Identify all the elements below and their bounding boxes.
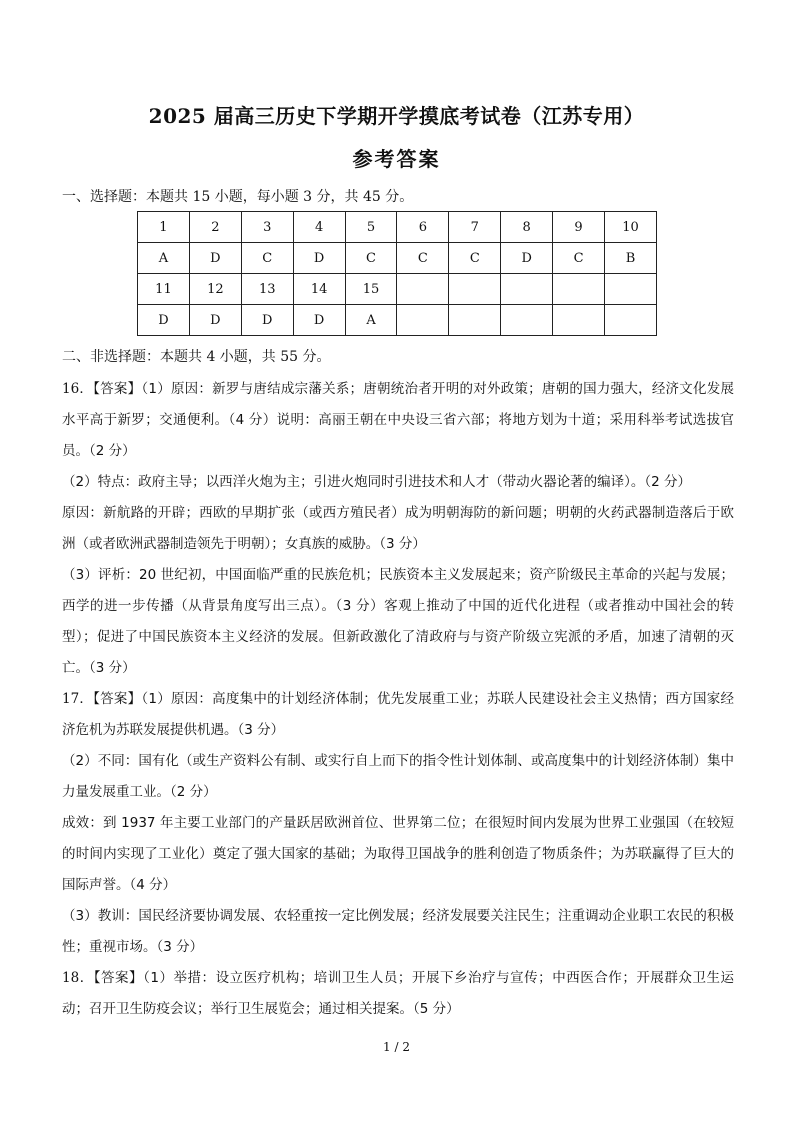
answer-paragraph (62, 374, 734, 467)
answer-tag: 【答案】 (93, 691, 142, 707)
table-cell: 2 (189, 212, 241, 243)
table-cell: 9 (553, 212, 605, 243)
page-number: 1 / 2 (383, 1040, 410, 1054)
table-cell (449, 274, 501, 305)
answer-paragraph (62, 746, 734, 808)
table-cell (397, 305, 449, 336)
table-cell: A (345, 305, 397, 336)
table-cell: 15 (345, 274, 397, 305)
table-cell (501, 274, 553, 305)
table-cell (397, 274, 449, 305)
section-1-heading: 一、选择题：本题共 15 小题，每小题 3 分，共 45 分。 (62, 189, 414, 205)
table-cell: 11 (138, 274, 190, 305)
table-cell: 7 (449, 212, 501, 243)
table-cell: D (293, 305, 345, 336)
answer-text: （1）举措：设立医疗机构；培训卫生人员；开展下乡治疗与宣传；中西医合作；开展群众卫生运动；召开卫生防疫会议；举行卫生展览会；通过相关提案。（5 分） (62, 970, 734, 1017)
answer-paragraph (62, 684, 734, 746)
section-2-heading: 二、非选择题：本题共 4 小题，共 55 分。 (62, 349, 331, 365)
table-cell: 14 (293, 274, 345, 305)
table-cell: 4 (293, 212, 345, 243)
table-cell (605, 305, 657, 336)
table-cell: C (241, 243, 293, 274)
table-row (138, 212, 657, 243)
table-cell: D (293, 243, 345, 274)
answer-paragraph (62, 901, 734, 963)
answer-tag: 【答案】 (93, 970, 144, 986)
answer-paragraph (62, 963, 734, 1025)
table-cell (605, 274, 657, 305)
question-number: 17． (62, 691, 94, 707)
table-cell (501, 305, 553, 336)
table-cell: D (501, 243, 553, 274)
answer-paragraph (62, 560, 734, 684)
answer-text: （3）教训：国民经济要协调发展、农轻重按一定比例发展；经济发展要关注民生；注重调动企业职工农民的积极性；重视市场。（3 分） (62, 908, 734, 955)
answer-text: （3）评析：20 世纪初，中国面临严重的民族危机；民族资本主义发展起来；资产阶级民主革命的兴起与发展；西学的进一步传播（从背景角度写出三点）。（3 分）客观上推动了中国的近代化进程（或者推动中国社会的转型）；促进了中国民族资本主义经济的发展。但新政激化了清政府与与资产阶级立宪派的矛盾，加速了清朝的灭亡。（3 分） (62, 567, 734, 676)
table-cell: D (241, 305, 293, 336)
table-cell: 12 (189, 274, 241, 305)
table-cell: D (138, 305, 190, 336)
table-cell: C (397, 243, 449, 274)
answer-body (62, 374, 734, 1025)
table-cell: 6 (397, 212, 449, 243)
table-cell: C (553, 243, 605, 274)
table-cell (449, 305, 501, 336)
answer-paragraph (62, 808, 734, 901)
table-cell (553, 274, 605, 305)
answer-table (137, 211, 657, 336)
answer-paragraph (62, 467, 734, 498)
question-number: 18． (62, 970, 94, 986)
table-cell: 10 (605, 212, 657, 243)
answer-text: （2）特点：政府主导；以西洋火炮为主；引进火炮同时引进技术和人才（带动火器论著的编译）。（2 分） (62, 474, 691, 490)
answer-text: （1）原因：高度集中的计划经济体制；优先发展重工业；苏联人民建设社会主义热情；西方国家经济危机为苏联发展提供机遇。（3 分） (62, 691, 735, 738)
table-cell: 1 (138, 212, 190, 243)
table-cell: A (138, 243, 190, 274)
table-cell (553, 305, 605, 336)
answer-tag: 【答案】 (93, 381, 142, 397)
table-cell: 13 (241, 274, 293, 305)
table-cell: 8 (501, 212, 553, 243)
table-cell: 5 (345, 212, 397, 243)
table-row (138, 243, 657, 274)
answer-text: （1）原因：新罗与唐结成宗藩关系；唐朝统治者开明的对外政策；唐朝的国力强大，经济文化发展水平高于新罗；交通便利。（4 分）说明：高丽王朝在中央设三省六部；将地方划为十道；采用科举考试选拔官员。（2 分） (62, 381, 735, 459)
table-row (138, 305, 657, 336)
table-cell: 3 (241, 212, 293, 243)
table-cell: C (449, 243, 501, 274)
table-cell: C (345, 243, 397, 274)
question-number: 16． (62, 381, 94, 397)
table-cell: D (189, 305, 241, 336)
answer-paragraph (62, 498, 734, 560)
answer-text: 成效：到 1937 年主要工业部门的产量跃居欧洲首位、世界第二位；在很短时间内发展为世界工业强国（在较短的时间内实现了工业化）奠定了强大国家的基础；为取得卫国战争的胜利创造了物质条件；为苏联赢得了巨大的国际声誉。（4 分） (62, 815, 734, 893)
page-subtitle: 参考答案 (352, 147, 441, 171)
page-title: 2025 届高三历史下学期开学摸底考试卷（江苏专用） (148, 104, 645, 128)
table-row (138, 274, 657, 305)
answer-text: （2）不同：国有化（或生产资料公有制、或实行自上而下的指令性计划体制、或高度集中的计划经济体制）集中力量发展重工业。（2 分） (62, 753, 734, 800)
table-cell: B (605, 243, 657, 274)
answer-text: 原因：新航路的开辟；西欧的早期扩张（或西方殖民者）成为明朝海防的新问题；明朝的火药武器制造落后于欧洲（或者欧洲武器制造领先于明朝）；女真族的威胁。（3 分） (62, 505, 734, 552)
table-cell: D (189, 243, 241, 274)
